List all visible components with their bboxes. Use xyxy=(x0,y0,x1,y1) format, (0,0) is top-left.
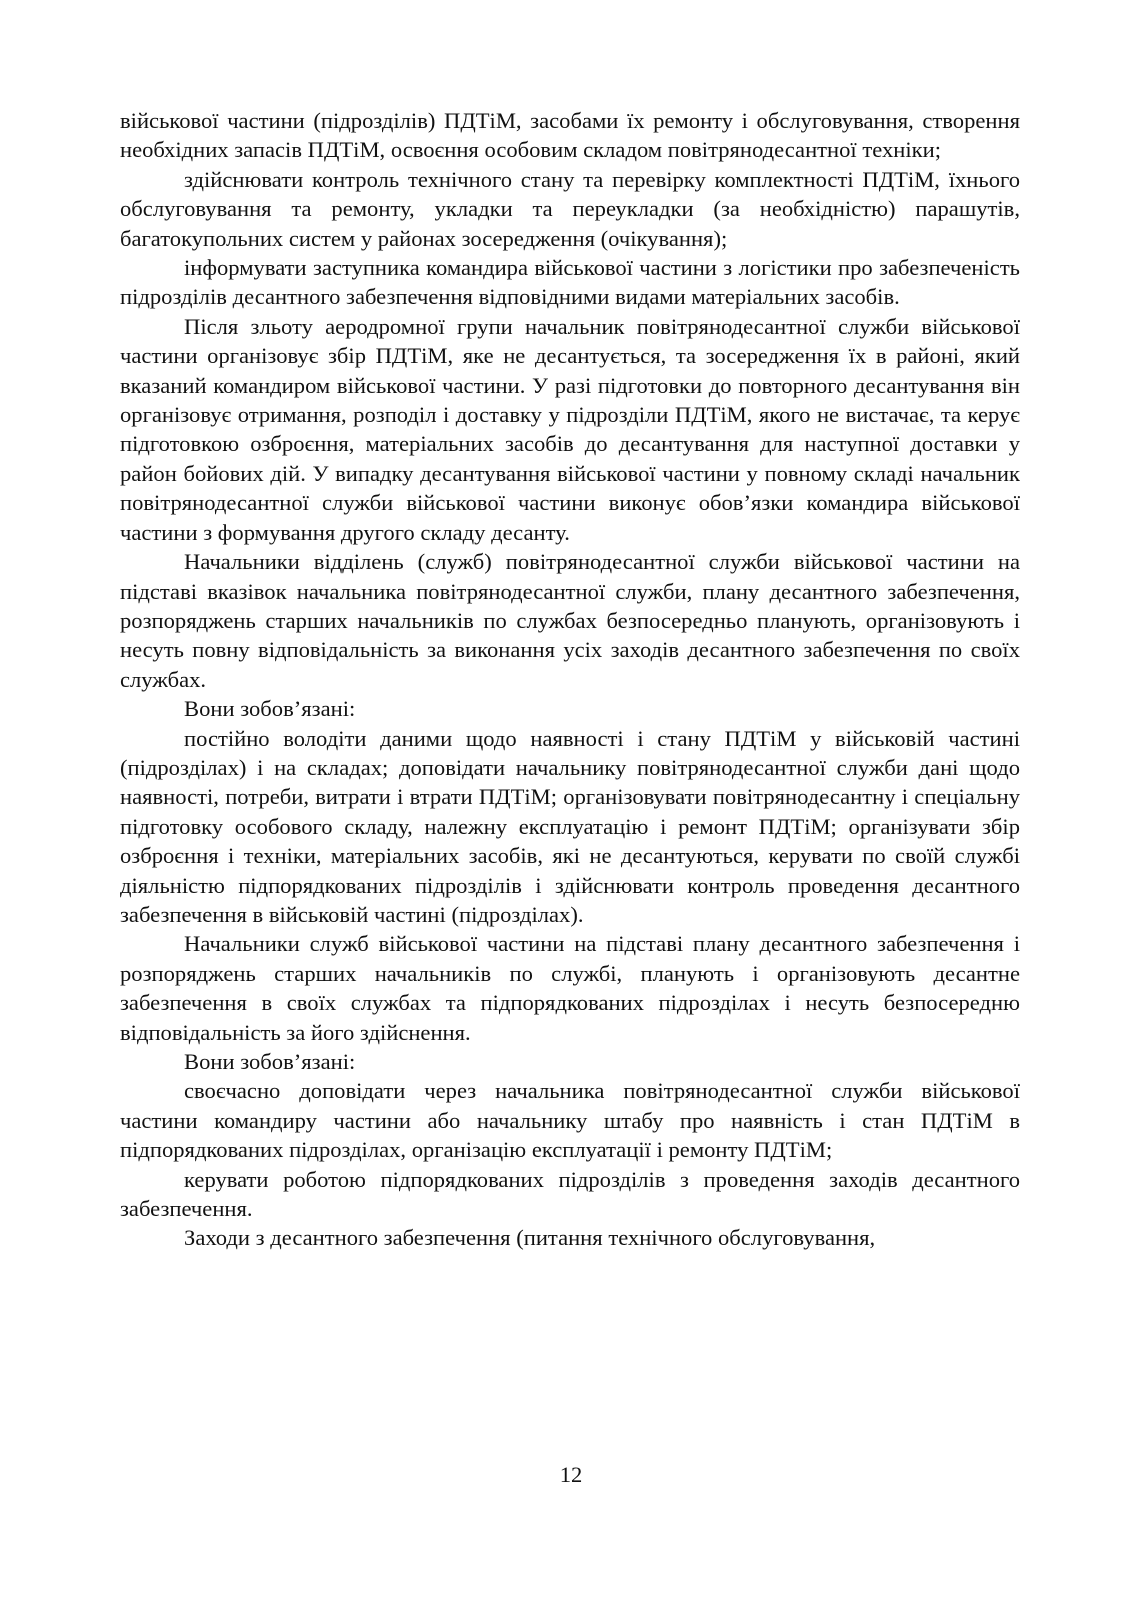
paragraph: здійснювати контроль технічного стану та перевірку комплектності ПДТіМ, їхнього обслуговування та ремонту, укладки та переукладки (за необхідністю) парашутів, багатокупольних систем у районах зосередження (очікування); xyxy=(120,166,1020,251)
paragraph: Начальники служб військової частини на підставі плану десантного забезпечення і розпоряджень старших начальників по службі, планують і організовують десантне забезпечення в своїх службах та підпорядкованих підрозділах і несуть безпосередню відповідальність за його здійснення. xyxy=(120,931,1020,1045)
paragraph-continuation: військової частини (підрозділів) ПДТіМ, засобами їх ремонту і обслуговування, створення необхідних запасів ПДТіМ, освоєння особовим складом повітрянодесантної техніки; xyxy=(120,108,1020,163)
paragraph: керувати роботою підпорядкованих підрозділів з проведення заходів десантного забезпечення. xyxy=(120,1166,1020,1222)
paragraph: Начальники відділень (служб) повітрянодесантної служби військової частини на підставі вказівок начальника повітрянодесантної служби, плану десантного забезпечення, розпоряджень старших начальників по службах безпосередньо планують, організовують і несуть повну відповідальність за виконання усіх заходів десантного забезпечення по своїх службах. xyxy=(120,549,1020,692)
paragraph: Після зльоту аеродромної групи начальник повітрянодесантної служби військової частини організовує збір ПДТіМ, яке не десантується, та зосередження їх в районі, який вказаний командиром військової частини. У разі підготовки до повторного десантування він організовує отримання, розподіл і доставку у підрозділи ПДТіМ, якого не вистачає, та керує підготовкою озброєння, матеріальних засобів до десантування для наступної доставки у район бойових дій. У випадку десантування військової частини у повному складі начальник повітрянодесантної служби військової частини виконує обов’язки командира військової частини з формування другого складу десанту. xyxy=(120,313,1020,545)
paragraph: постійно володіти даними щодо наявності і стану ПДТіМ у військовій частині (підрозділах) і на складах; доповідати начальнику повітрянодесантної служби дані щодо наявності, потреби, витрати і втрати ПДТіМ; організовувати повітрянодесантну і спеціальну підготовку особового складу, належну експлуатацію і ремонт ПДТіМ; організувати збір озброєння і техніки, матеріальних засобів, які не десантуються, керувати по своїй службі діяльністю підпорядкованих підрозділів і здійснювати контроль проведення десантного забезпечення в військовій частині (підрозділах). xyxy=(120,725,1020,927)
paragraph: Заходи з десантного забезпечення (питання технічного обслуговування, xyxy=(184,1225,876,1251)
paragraph: Вони зобов’язані: xyxy=(184,696,356,722)
page-number: 12 xyxy=(559,1462,583,1487)
paragraph: своєчасно доповідати через начальника повітрянодесантної служби військової частини командиру частини або начальнику штабу про наявність і стан ПДТіМ в підпорядкованих підрозділах, організацію експлуатації і ремонту ПДТіМ; xyxy=(120,1078,1020,1163)
paragraph: інформувати заступника командира військової частини з логістики про забезпеченість підрозділів десантного забезпечення відповідними видами матеріальних засобів. xyxy=(120,255,1020,310)
paragraph: Вони зобов’язані: xyxy=(184,1049,356,1074)
document-page xyxy=(120,106,1020,1253)
